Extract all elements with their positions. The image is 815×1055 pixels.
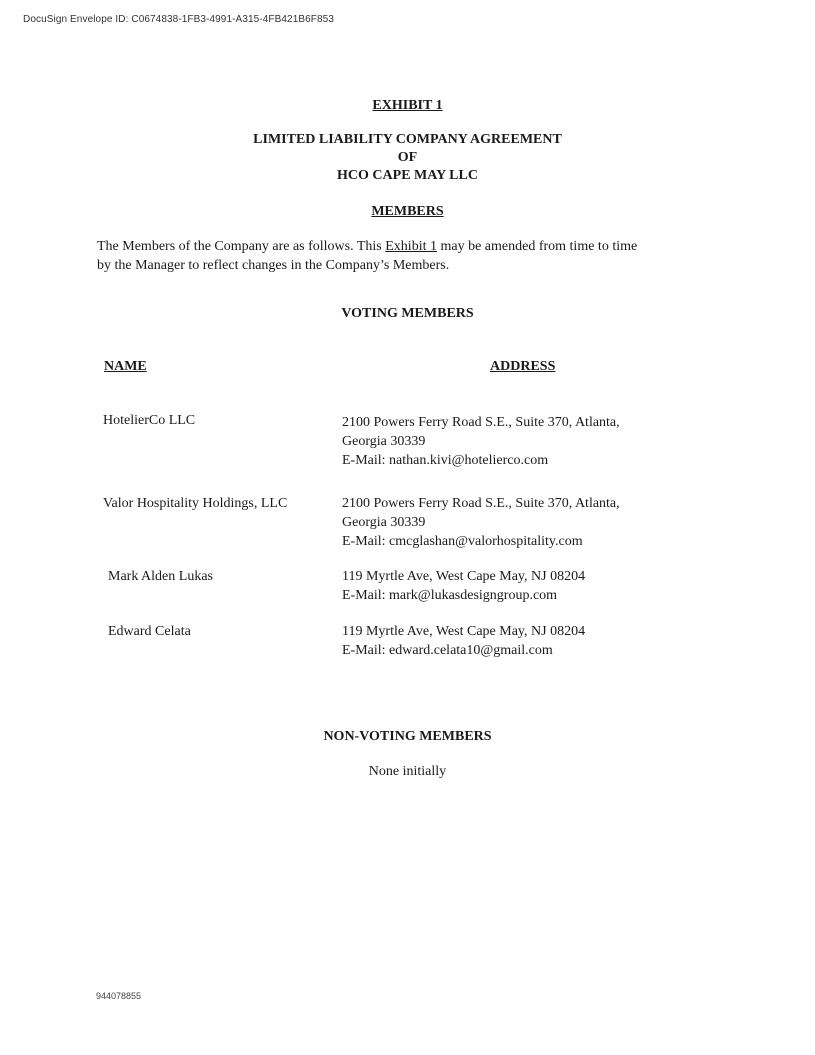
intro-text-part2: may be amended from time to time (436, 239, 638, 254)
address-line: 119 Myrtle Ave, West Cape May, NJ 08204 (342, 624, 586, 639)
agreement-title-line3: HCO CAPE MAY LLC (337, 168, 478, 183)
intro-line-1 (97, 237, 737, 256)
address-column-header: ADDRESS (490, 359, 556, 374)
members-heading: MEMBERS (371, 204, 444, 219)
address-line: 2100 Powers Ferry Road S.E., Suite 370, Atlanta, (342, 415, 620, 430)
member-email: E-Mail: cmcglashan@valorhospitality.com (342, 534, 583, 549)
member-address (342, 567, 585, 605)
intro-text-part1: The Members of the Company are as follows. This (97, 239, 386, 254)
member-name: HotelierCo LLC (103, 413, 196, 428)
exhibit-reference: Exhibit 1 (385, 239, 437, 254)
document-code: 944078855 (96, 991, 142, 1001)
member-email: E-Mail: mark@lukasdesigngroup.com (342, 588, 558, 603)
address-line: Georgia 30339 (342, 434, 426, 449)
address-line: 119 Myrtle Ave, West Cape May, NJ 08204 (342, 569, 586, 584)
agreement-title-line1: LIMITED LIABILITY COMPANY AGREEMENT (253, 132, 562, 147)
intro-line-2: by the Manager to reflect changes in the Company’s Members. (97, 258, 450, 273)
exhibit-title: EXHIBIT 1 (372, 98, 443, 113)
member-address (342, 413, 620, 470)
intro-paragraph (97, 237, 737, 275)
envelope-id: DocuSign Envelope ID: C0674838-1FB3-4991-A315-4FB421B6F853 (23, 14, 334, 25)
member-address (342, 622, 585, 660)
voting-members-heading: VOTING MEMBERS (341, 306, 474, 321)
agreement-title-line2: OF (397, 150, 418, 165)
non-voting-members-heading: NON-VOTING MEMBERS (323, 729, 492, 744)
member-email: E-Mail: edward.celata10@gmail.com (342, 643, 553, 658)
member-email: E-Mail: nathan.kivi@hotelierco.com (342, 453, 549, 468)
non-voting-members-text: None initially (368, 764, 447, 779)
address-line: Georgia 30339 (342, 515, 426, 530)
address-line: 2100 Powers Ferry Road S.E., Suite 370, Atlanta, (342, 496, 620, 511)
member-name: Mark Alden Lukas (108, 569, 213, 584)
member-address (342, 494, 620, 551)
member-name: Valor Hospitality Holdings, LLC (103, 496, 288, 511)
member-name: Edward Celata (108, 624, 191, 639)
name-column-header: NAME (104, 359, 147, 374)
